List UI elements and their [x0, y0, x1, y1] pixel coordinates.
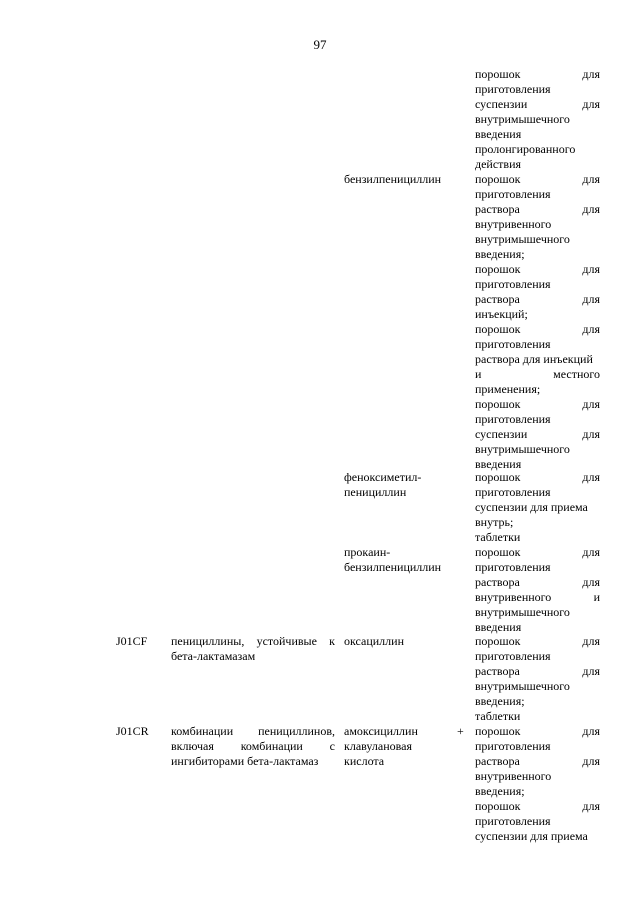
dosage-form-line: порошок для — [475, 322, 600, 336]
dosage-form-line: раствора для — [475, 575, 600, 589]
group-name: пенициллины, устойчивые к бета-лактамазам — [171, 634, 335, 663]
dosage-form-line: суспензии для приема — [475, 829, 588, 843]
dosage-form-line: порошок для — [475, 67, 600, 81]
drug-name: бензилпенициллин — [344, 172, 442, 186]
dosage-form-line: приготовления — [475, 485, 551, 499]
dosage-form-line: введения; — [475, 694, 525, 708]
dosage-form-line: приготовления — [475, 814, 551, 828]
drug-name: оксациллин — [344, 634, 404, 648]
dosage-form-line: суспензии для — [475, 97, 600, 111]
dosage-form-line: приготовления — [475, 337, 551, 351]
dosage-form-line: порошок для — [475, 172, 600, 186]
dosage-form-line: порошок для — [475, 470, 600, 484]
dosage-form-line: раствора для инъекций — [475, 352, 593, 366]
dosage-form-line: применения; — [475, 382, 541, 396]
group-name: комбинации пенициллинов, включая комбинации с ингибиторами бета-лактамаз — [171, 724, 335, 768]
dosage-form-line: пролонгированного — [475, 142, 576, 156]
dosage-form-line: порошок для — [475, 799, 600, 813]
drug-name: прокаин- бензилпенициллин — [344, 545, 442, 574]
dosage-form-line: таблетки — [475, 530, 521, 544]
plus-sign: + — [457, 724, 464, 738]
dosage-form-line: порошок для — [475, 724, 600, 738]
dosage-form-line: приготовления — [475, 187, 551, 201]
dosage-form-line: раствора для — [475, 754, 600, 768]
atc-code: J01CF — [116, 634, 148, 648]
dosage-form-line: суспензии для приема — [475, 500, 588, 514]
dosage-form-line: приготовления — [475, 560, 551, 574]
dosage-form-line: действия — [475, 157, 522, 171]
dosage-form-line: раствора для — [475, 292, 600, 306]
dosage-form-line: внутримышечного — [475, 112, 570, 126]
dosage-form-line: внутримышечного — [475, 605, 570, 619]
dosage-form-line: внутримышечного — [475, 679, 570, 693]
dosage-form-line: порошок для — [475, 545, 600, 559]
dosage-form-line: порошок для — [475, 262, 600, 276]
dosage-form-line: введения — [475, 457, 522, 471]
dosage-form-line: внутримышечного — [475, 442, 570, 456]
dosage-form-line: введения; — [475, 247, 525, 261]
dosage-form-line: приготовления — [475, 649, 551, 663]
dosage-form-line: введения; — [475, 784, 525, 798]
dosage-form-line: суспензии для — [475, 427, 600, 441]
dosage-form-line: таблетки — [475, 709, 521, 723]
dosage-form-line: внутримышечного — [475, 232, 570, 246]
drug-name: феноксиметил- пенициллин — [344, 470, 422, 499]
dosage-form-line: внутривенного и — [475, 590, 600, 604]
dosage-form-line: приготовления — [475, 412, 551, 426]
dosage-form-line: приготовления — [475, 739, 551, 753]
atc-code: J01CR — [116, 724, 149, 738]
dosage-form-line: приготовления — [475, 277, 551, 291]
dosage-form-line: инъекций; — [475, 307, 528, 321]
dosage-form-line: внутривенного — [475, 769, 552, 783]
dosage-form-line: порошок для — [475, 634, 600, 648]
dosage-form-line: и местного — [475, 367, 600, 381]
dosage-form-line: раствора для — [475, 664, 600, 678]
dosage-form-line: порошок для — [475, 397, 600, 411]
dosage-form-line: внутрь; — [475, 515, 514, 529]
dosage-form-line: введения — [475, 127, 522, 141]
dosage-form-line: введения — [475, 620, 522, 634]
dosage-form-line: внутривенного — [475, 217, 552, 231]
drug-name: амоксициллин клавулановая кислота — [344, 724, 418, 768]
dosage-form-line: раствора для — [475, 202, 600, 216]
dosage-form-line: приготовления — [475, 82, 551, 96]
page-number: 97 — [313, 37, 327, 52]
